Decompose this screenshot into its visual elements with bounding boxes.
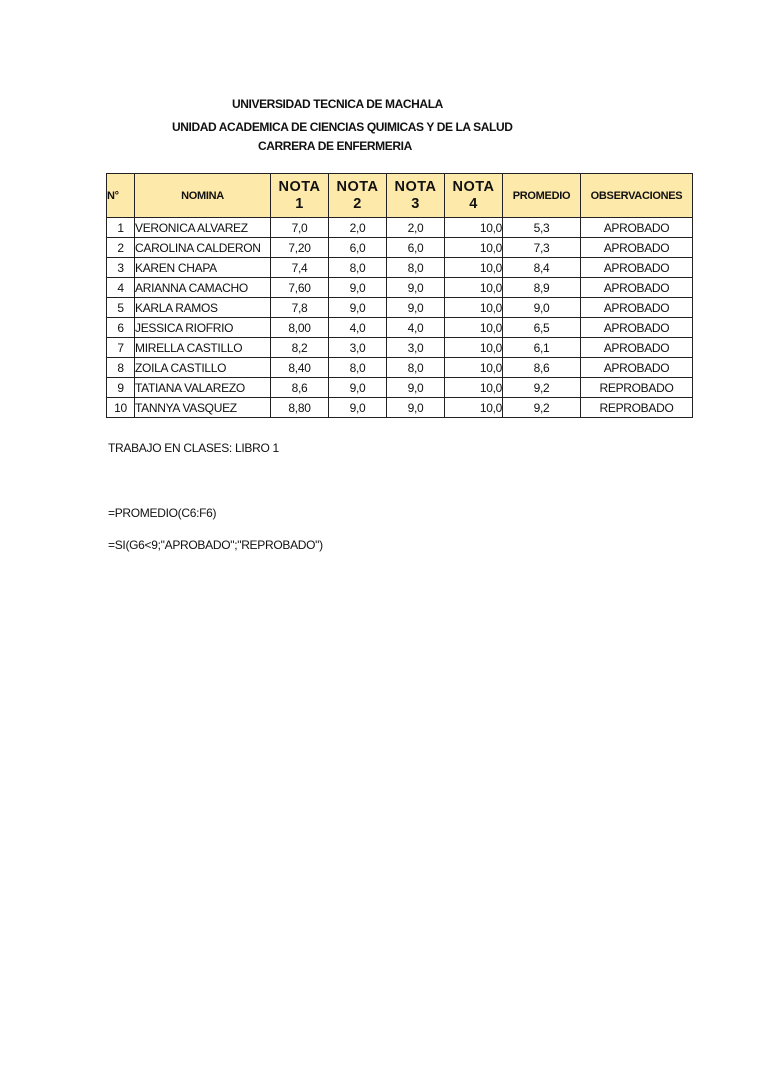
table-row bbox=[107, 378, 693, 398]
formula-promedio: =PROMEDIO(C6:F6) bbox=[108, 506, 217, 520]
nota-2-cell: 9,0 bbox=[329, 278, 387, 298]
student-name: MIRELLA CASTILLO bbox=[135, 338, 271, 358]
student-name: TATIANA VALAREZO bbox=[135, 378, 271, 398]
promedio-cell: 8,6 bbox=[503, 358, 581, 378]
header-observaciones: OBSERVACIONES bbox=[581, 174, 693, 218]
nota-1-cell: 7,4 bbox=[271, 258, 329, 278]
observaciones-cell: REPROBADO bbox=[581, 398, 693, 418]
promedio-cell: 9,2 bbox=[503, 398, 581, 418]
nota-1-cell: 8,40 bbox=[271, 358, 329, 378]
nota-3-cell: 8,0 bbox=[387, 258, 445, 278]
academic-unit-title: UNIDAD ACADEMICA DE CIENCIAS QUIMICAS Y DE LA SALUD bbox=[172, 120, 513, 134]
table-row bbox=[107, 238, 693, 258]
nota-4-cell: 10,0 bbox=[445, 378, 503, 398]
header-nota-4: NOTA 4 bbox=[445, 174, 503, 218]
nota-1-cell: 7,0 bbox=[271, 218, 329, 238]
nota-1-cell: 7,8 bbox=[271, 298, 329, 318]
nota-4-cell: 10,0 bbox=[445, 398, 503, 418]
student-name: TANNYA VASQUEZ bbox=[135, 398, 271, 418]
row-number: 10 bbox=[107, 398, 135, 418]
nota-2-cell: 9,0 bbox=[329, 378, 387, 398]
observaciones-cell: APROBADO bbox=[581, 298, 693, 318]
promedio-cell: 9,2 bbox=[503, 378, 581, 398]
nota-1-cell: 8,6 bbox=[271, 378, 329, 398]
observaciones-cell: APROBADO bbox=[581, 358, 693, 378]
row-number: 2 bbox=[107, 238, 135, 258]
observaciones-cell: APROBADO bbox=[581, 338, 693, 358]
row-number: 3 bbox=[107, 258, 135, 278]
row-number: 6 bbox=[107, 318, 135, 338]
student-name: JESSICA RIOFRIO bbox=[135, 318, 271, 338]
nota-3-cell: 9,0 bbox=[387, 298, 445, 318]
nota-2-cell: 3,0 bbox=[329, 338, 387, 358]
nota-2-cell: 6,0 bbox=[329, 238, 387, 258]
table-row bbox=[107, 218, 693, 238]
student-name: KAREN CHAPA bbox=[135, 258, 271, 278]
observaciones-cell: REPROBADO bbox=[581, 378, 693, 398]
row-number: 1 bbox=[107, 218, 135, 238]
header-promedio: PROMEDIO bbox=[503, 174, 581, 218]
nota-2-cell: 2,0 bbox=[329, 218, 387, 238]
table-row bbox=[107, 338, 693, 358]
table-row bbox=[107, 358, 693, 378]
student-name: ZOILA CASTILLO bbox=[135, 358, 271, 378]
university-title: UNIVERSIDAD TECNICA DE MACHALA bbox=[232, 97, 443, 111]
row-number: 9 bbox=[107, 378, 135, 398]
table-row bbox=[107, 278, 693, 298]
career-title: CARRERA DE ENFERMERIA bbox=[258, 139, 412, 153]
promedio-cell: 9,0 bbox=[503, 298, 581, 318]
nota-3-cell: 9,0 bbox=[387, 378, 445, 398]
table-row bbox=[107, 398, 693, 418]
observaciones-cell: APROBADO bbox=[581, 238, 693, 258]
header-nota-2: NOTA 2 bbox=[329, 174, 387, 218]
nota-3-cell: 2,0 bbox=[387, 218, 445, 238]
observaciones-cell: APROBADO bbox=[581, 218, 693, 238]
table-row bbox=[107, 258, 693, 278]
nota-4-cell: 10,0 bbox=[445, 278, 503, 298]
student-name: CAROLINA CALDERON bbox=[135, 238, 271, 258]
nota-1-cell: 8,80 bbox=[271, 398, 329, 418]
nota-4-cell: 10,0 bbox=[445, 358, 503, 378]
promedio-cell: 8,9 bbox=[503, 278, 581, 298]
nota-3-cell: 3,0 bbox=[387, 338, 445, 358]
promedio-cell: 6,1 bbox=[503, 338, 581, 358]
class-work-note: TRABAJO EN CLASES: LIBRO 1 bbox=[108, 441, 279, 455]
nota-3-cell: 4,0 bbox=[387, 318, 445, 338]
formula-si: =SI(G6<9;"APROBADO";"REPROBADO") bbox=[108, 538, 323, 552]
observaciones-cell: APROBADO bbox=[581, 258, 693, 278]
header-nota-1: NOTA 1 bbox=[271, 174, 329, 218]
nota-1-cell: 7,20 bbox=[271, 238, 329, 258]
student-name: KARLA RAMOS bbox=[135, 298, 271, 318]
nota-1-cell: 8,00 bbox=[271, 318, 329, 338]
promedio-cell: 5,3 bbox=[503, 218, 581, 238]
nota-4-cell: 10,0 bbox=[445, 218, 503, 238]
student-name: VERONICA ALVAREZ bbox=[135, 218, 271, 238]
nota-1-cell: 7,60 bbox=[271, 278, 329, 298]
grades-table bbox=[106, 173, 693, 418]
student-name: ARIANNA CAMACHO bbox=[135, 278, 271, 298]
nota-4-cell: 10,0 bbox=[445, 338, 503, 358]
observaciones-cell: APROBADO bbox=[581, 278, 693, 298]
table-header-row bbox=[107, 174, 693, 218]
nota-2-cell: 8,0 bbox=[329, 358, 387, 378]
nota-2-cell: 8,0 bbox=[329, 258, 387, 278]
nota-3-cell: 6,0 bbox=[387, 238, 445, 258]
header-nomina: NOMINA bbox=[135, 174, 271, 218]
promedio-cell: 6,5 bbox=[503, 318, 581, 338]
nota-3-cell: 9,0 bbox=[387, 398, 445, 418]
observaciones-cell: APROBADO bbox=[581, 318, 693, 338]
nota-2-cell: 9,0 bbox=[329, 398, 387, 418]
table-row bbox=[107, 298, 693, 318]
nota-4-cell: 10,0 bbox=[445, 318, 503, 338]
row-number: 7 bbox=[107, 338, 135, 358]
nota-3-cell: 9,0 bbox=[387, 278, 445, 298]
promedio-cell: 7,3 bbox=[503, 238, 581, 258]
nota-2-cell: 9,0 bbox=[329, 298, 387, 318]
header-nota-3: NOTA 3 bbox=[387, 174, 445, 218]
nota-3-cell: 8,0 bbox=[387, 358, 445, 378]
nota-4-cell: 10,0 bbox=[445, 258, 503, 278]
row-number: 5 bbox=[107, 298, 135, 318]
table-row bbox=[107, 318, 693, 338]
promedio-cell: 8,4 bbox=[503, 258, 581, 278]
header-number: N° bbox=[107, 174, 135, 218]
row-number: 4 bbox=[107, 278, 135, 298]
nota-1-cell: 8,2 bbox=[271, 338, 329, 358]
row-number: 8 bbox=[107, 358, 135, 378]
nota-4-cell: 10,0 bbox=[445, 298, 503, 318]
nota-4-cell: 10,0 bbox=[445, 238, 503, 258]
nota-2-cell: 4,0 bbox=[329, 318, 387, 338]
